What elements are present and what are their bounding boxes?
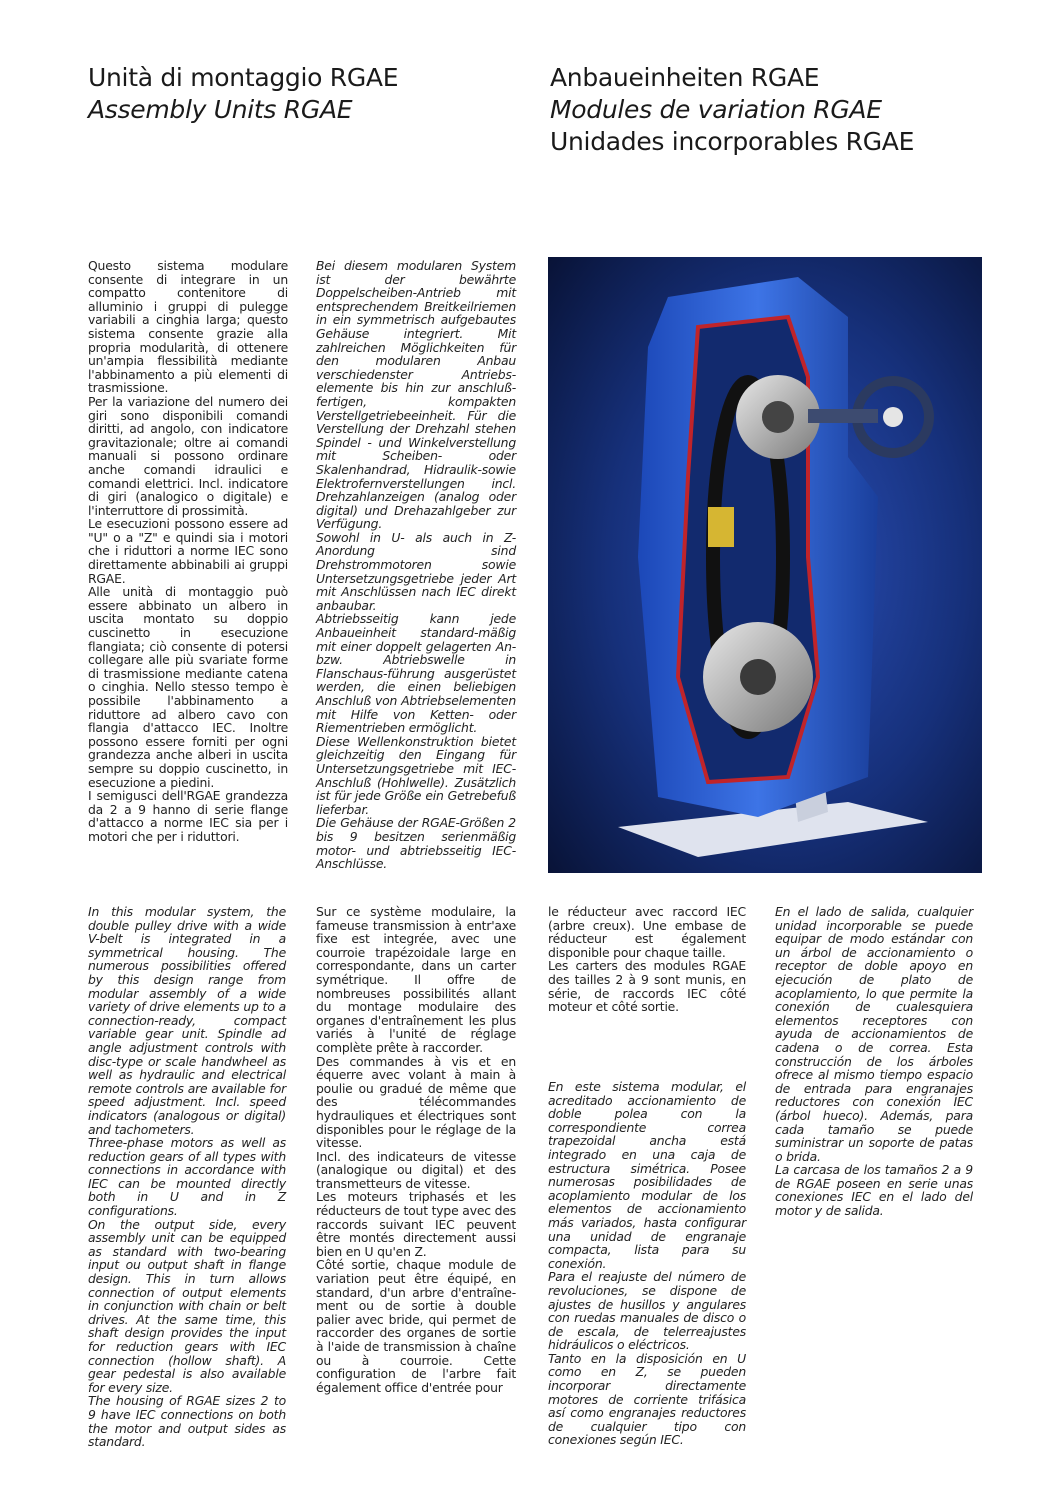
lower-pulley-hub <box>740 659 776 695</box>
english-text: In this modular system, the double pulley drive with a wide V-belt is integrated in a symmetrical housing. The numerous possibilities offered by this design range from modular assembly of a wide variety of drive elements up to a connection-ready, compact variable gear unit. Spindle ad angle adjustment controls with disc-type or scale handwheel as well as hydraulic and electrical remote controls are available for speed adjustment. Incl. speed indicators (analogous or digital) and tachometers. Three-phase motors as well as reduction gears of all types with connections in accordance with IEC can be mounted directly both in U and in Z configurations. On the output side, every assembly unit can be equipped as standard with two-bearing input ou output shaft in flange design. This in turn allows connection of output elements in conjunction with chain or belt drives. At the same time, this shaft design provides the input for reduction gears with IEC connection (hollow shaft). A gear pedestal is also available for every size. The housing of RGAE sizes 2 to 9 have IEC connections on both the motor and output sides as standard. <box>88 904 286 1450</box>
title-spanish: Unidades incorporables RGAE <box>550 127 915 156</box>
title-german: Anbaueinheiten RGAE <box>550 63 820 92</box>
title-italian: Unità di montaggio RGAE <box>88 63 399 92</box>
handwheel-center <box>883 407 903 427</box>
title-block-left <box>88 62 398 126</box>
upper-pulley-hub <box>762 401 794 433</box>
french-text: Sur ce système modulaire, la fameuse transmission à entr'axe fixe est integrée, avec une courroie trapézoidale large en correspondante, dans un carter symétrique. Il offre de nombreuses possibilités allant du montage modulaire des organes d'entraînement les plus variés à l'unité de réglage complète prête à raccorder. Des commandes à vis et en équerre avec volant à main à poulie ou gradué de même que des télécommandes hydrauliques et électriques sont disponibles pour le réglage de la vitesse. Incl. des indicateurs de vitesse (analogique ou digital) et des transmetteurs de vitesse. Les moteurs triphasés et les réducteurs de tout type avec des raccords suivant IEC peuvent être montés directement aussi bien en U qu'en Z. Côté sortie, chaque module de variation peut être équipé, en standard, d'un arbre d'entraîne-ment ou de sortie à double palier avec bride, qui permet de raccorder des organes de sortie à l'aide de transmission à chaîne ou à courroie. Cette configuration de l'arbre fait également office d'entrée pour <box>316 904 516 1395</box>
title-block-right <box>550 62 914 158</box>
spanish-text: En este sistema modular, el acreditado accionamiento de doble polea con la correspondiente correa trapezoidal ancha está integrado en una caja de estructura simétrica. Posee numerosas posibilidades de acoplamiento modular de los elementos de accionamiento más variados, hasta configurar una unidad de engranaje compacta, lista para su conexión. Para el reajuste del número de revoluciones, se dispone de ajustes de husillos y angulares con ruedas manuales de disco o de escala, de telerreajustes hidráulicos o eléctricos. Tanto en la disposición en U como en Z, se pueden incorporar directamente motores de corriente trifásica así como engranajes reductores de cualquier tipo con conexiones según IEC. <box>548 1079 746 1448</box>
french-text-continued: le réducteur avec raccord IEC (arbre creux). Une embase de réducteur est également disponible pour chaque taille. Les carters des modules RGAE des tailles 2 à 9 sont munis, en série, de raccords IEC côté moteur et côté sortie. <box>548 904 746 1015</box>
title-french: Modules de variation RGAE <box>550 95 882 124</box>
nameplate <box>708 507 734 547</box>
adjusting-spindle <box>808 409 878 423</box>
title-english: Assembly Units RGAE <box>88 95 353 124</box>
product-photo <box>548 257 982 873</box>
german-text: Bei diesem modularen System ist der bewährte Doppelscheiben-Antrieb mit entsprechendem Breitkeilriemen in ein symmetrisch aufgebautes Gehäuse integriert. Mit zahlreichen Möglichkeiten für den modularen Anbau verschiedenster Antriebs-elemente bis hin zur anschluß-fertigen, kompakten Verstellgetriebeeinheit. Für die Verstellung der Drehzahl stehen Spindel - und Winkelverstellung mit Scheiben- oder Skalenhandrad, Hidraulik-sowie Elektrofernverstellungen incl. Drehzahlanzeigen (analog oder digital) und Drehazahlgeber zur Verfügung. Sowohl in U- als auch in Z-Anordung sind Drehstrommotoren sowie Untersetzungsgetriebe jeder Art mit Anschlüssen nach IEC direkt anbaubar. Abtriebsseitig kann jede Anbaueinheit standard-mäßig mit einer doppelt gelagerten An- bzw. Abtriebswelle in Flanschaus-führung ausgerüstet werden, die einen beliebigen Anschluß von Abtriebselementen mit Hilfe von Ketten- oder Riementrieben ermöglicht. Diese Wellenkonstruktion bietet gleichzeitig den Eingang für Untersetzungsgetriebe mit IEC-Anschluß (Hohlwelle). Zusätzlich ist für jede Größe ein Getrebefuß lieferbar. Die Gehäuse der RGAE-Größen 2 bis 9 besitzen serienmäßig motor- und abtriebsseitig IEC- Anschlüsse. <box>316 258 516 872</box>
italian-text: Questo sistema modulare consente di integrare in un compatto contenitore di alluminio i gruppi di pulegge variabili a cinghia larga; questo sistema consente grazie alla propria modularità, di ottenere un'ampia flessibilità mediante l'abbinamento a più elementi di trasmissione. Per la variazione del numero dei giri sono disponibili comandi diritti, ad angolo, con indicatore gravitazionale; oltre ai comandi manuali si possono ordinare anche comandi idraulici e comandi elettrici. Incl. indicatore di giri (analogico o digitale) e l'interruttore di prossimità. Le esecuzioni possono essere ad "U" o a "Z" e quindi sia i motori che i riduttori a norme IEC sono direttamente abbinabili ai gruppi RGAE. Alle unità di montaggio può essere abbinato un albero in uscita montato su doppio cuscinetto in esecuzione flangiata; ciò consente di potersi collegare alle più svariate forme di trasmissione mediante catena o cinghia. Nello stesso tempo è possibile l'abbinamento a riduttore ad albero cavo con flangia d'attacco IEC. Inoltre possono essere forniti per ogni grandezza anche alberi in uscita sempre su doppio cuscinetto, in esecuzione a piedini. I semigusci dell'RGAE grandezza da 2 a 9 hanno di serie flange d'attacco a norme IEC sia per i motori che per i riduttori. <box>88 258 288 844</box>
spanish-text-continued: En el lado de salida, cualquier unidad incorporable se puede equipar de modo estándar con un árbol de accionamiento o receptor de doble apoyo en ejecución de plato de acoplamiento, lo que permite la conexión de cualesquiera elementos receptores con ayuda de accionamientos de cadena o de correa. Esta construcción de los árboles ofrece al mismo tiempo espacio de entrada para engranajes reductores con conexión IEC (árbol hueco). Además, para cada tamaño se puede suministrar un soporte de patas o brida. La carcasa de los tamaños 2 a 9 de RGAE poseen en serie unas conexiones IEC en el lado del motor y de salida. <box>775 904 973 1219</box>
